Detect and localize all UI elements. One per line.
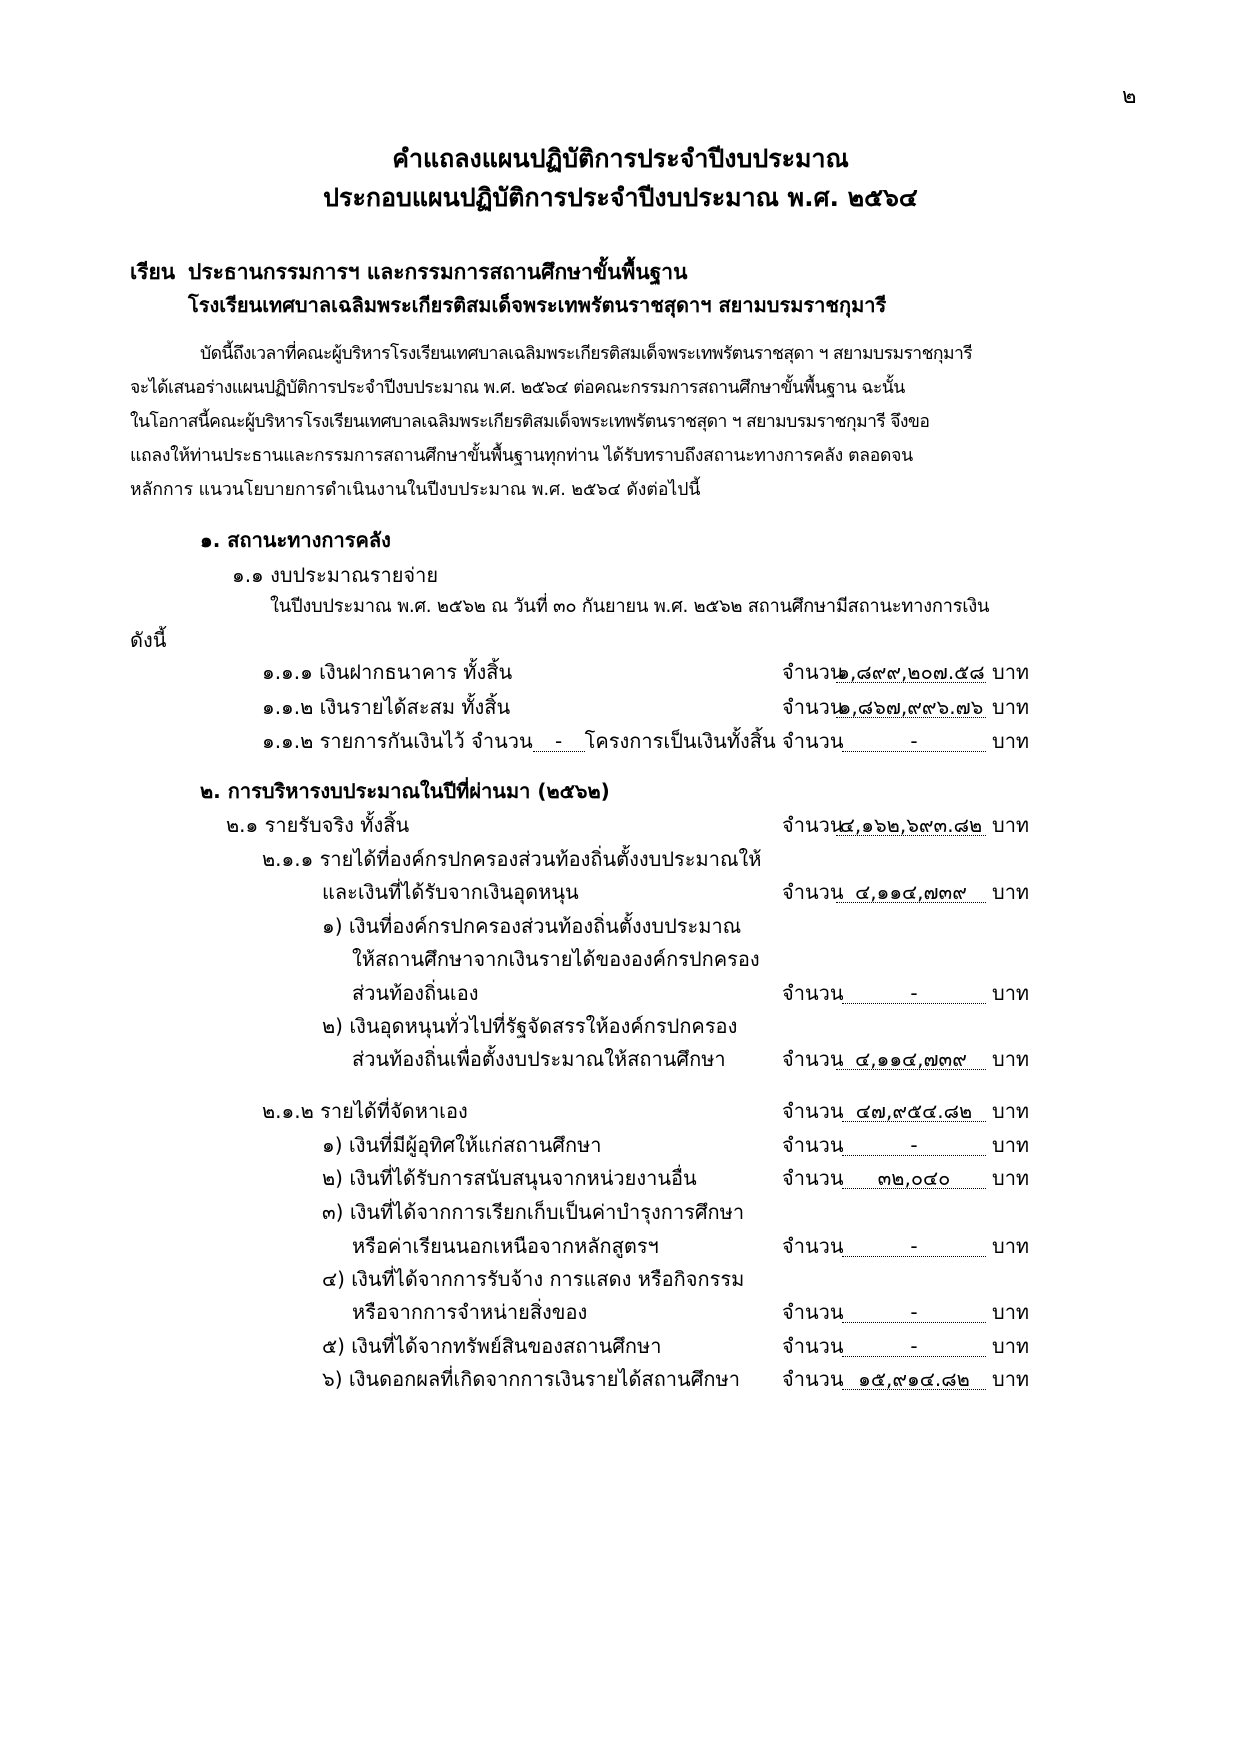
- item-label-reserved: [262, 731, 776, 752]
- amount-value: ๓๒,๐๔๐: [842, 1168, 986, 1189]
- item-label: ๔) เงินที่ได้จากการรับจ้าง การแสดง หรือกิจกรรม: [322, 1267, 745, 1291]
- amount-unit: บาท: [992, 1334, 1030, 1358]
- amount-unit: บาท: [992, 1234, 1030, 1258]
- amount-unit: บาท: [992, 660, 1030, 684]
- amount-value: ๔,๑๑๔,๗๓๙: [836, 1049, 986, 1070]
- amount-label: จำนวน: [782, 813, 844, 837]
- section1-heading: ๑. สถานะทางการคลัง: [200, 528, 391, 552]
- intro-line: บัดนี้ถึงเวลาที่คณะผู้บริหารโรงเรียนเทศบาลเฉลิมพระเกียรติสมเด็จพระเทพรัตนราชสุดา ฯ สยามบรมราชกุมารี: [200, 344, 973, 364]
- amount-value: ๔,๑๑๔,๗๓๙: [836, 882, 986, 903]
- section2-heading: ๒. การบริหารงบประมาณในปีที่ผ่านมา (๒๕๖๒): [200, 779, 610, 803]
- salutation-label: เรียน: [130, 260, 176, 284]
- amount-value: ๑,๘๙๙,๒๐๗.๕๘: [837, 660, 985, 684]
- item-label: ส่วนท้องถิ่นเอง: [352, 981, 479, 1005]
- amount-label: จำนวน: [782, 729, 844, 753]
- item-label: ๒) เงินอุดหนุนทั่วไปที่รัฐจัดสรรให้องค์กรปกครอง: [322, 1014, 738, 1038]
- amount-unit: บาท: [992, 1367, 1030, 1391]
- item-label: ๑) เงินที่องค์กรปกครองส่วนท้องถิ่นตั้งงบประมาณ: [322, 914, 742, 938]
- project-count: -: [533, 731, 585, 752]
- item-label-post: โครงการเป็นเงินทั้งสิ้น: [584, 729, 776, 753]
- amount-label: จำนวน: [782, 1166, 844, 1190]
- salutation-line2: โรงเรียนเทศบาลเฉลิมพระเกียรติสมเด็จพระเทพรัตนราชสุดาฯ สยามบรมราชกุมารี: [188, 293, 887, 317]
- item-label: ๑.๑.๒ เงินรายได้สะสม ทั้งสิ้น: [262, 695, 511, 719]
- amount-unit: บาท: [992, 695, 1030, 719]
- item-label: ส่วนท้องถิ่นเพื่อตั้งงบประมาณให้สถานศึกษา: [352, 1047, 726, 1071]
- amount-label: จำนวน: [782, 1234, 844, 1258]
- section1-text: ในปีงบประมาณ พ.ศ. ๒๕๖๒ ณ วันที่ ๓๐ กันยายน พ.ศ. ๒๕๖๒ สถานศึกษามีสถานะทางการเงิน: [270, 596, 990, 617]
- amount-unit: บาท: [992, 729, 1030, 753]
- amount-label: จำนวน: [782, 1367, 844, 1391]
- intro-line: แถลงให้ท่านประธานและกรรมการสถานศึกษาขั้นพื้นฐานทุกท่าน ได้รับทราบถึงสถานะทางการคลัง ตลอดจน: [130, 446, 913, 466]
- amount-unit: บาท: [992, 1166, 1030, 1190]
- item-label-pre: ๑.๑.๒ รายการกันเงินไว้ จำนวน: [262, 729, 533, 753]
- amount-value: ๑,๘๖๗,๙๙๖.๗๖: [836, 697, 986, 718]
- amount-unit: บาท: [992, 981, 1030, 1005]
- amount-unit: บาท: [992, 813, 1030, 837]
- item-label: ๑) เงินที่มีผู้อุทิศให้แก่สถานศึกษา: [322, 1133, 602, 1157]
- amount-unit: บาท: [992, 1099, 1030, 1123]
- amount-value: ๑๕,๙๑๔.๘๒: [842, 1369, 986, 1390]
- amount-unit: บาท: [992, 1047, 1030, 1071]
- item-label: ๒.๑.๑ รายได้ที่องค์กรปกครองส่วนท้องถิ่นตั้งงบประมาณให้: [262, 847, 762, 871]
- document-title-line1: คำแถลงแผนปฏิบัติการประจำปีงบประมาณ: [392, 144, 849, 173]
- item-label: ๖) เงินดอกผลที่เกิดจากการเงินรายได้สถานศึกษา: [322, 1367, 740, 1391]
- amount-value: -: [842, 1236, 986, 1257]
- item-label: หรือค่าเรียนนอกเหนือจากหลักสูตรฯ: [352, 1234, 659, 1258]
- item-label: ๕) เงินที่ได้จากทรัพย์สินของสถานศึกษา: [322, 1334, 662, 1358]
- amount-value: -: [842, 1336, 986, 1357]
- amount-value: ๔,๑๖๒,๖๙๓.๘๒: [836, 815, 986, 836]
- salutation-line1: ประธานกรรมการฯ และกรรมการสถานศึกษาขั้นพื้นฐาน: [188, 260, 688, 284]
- amount-label: จำนวน: [782, 1133, 844, 1157]
- amount-value: -: [842, 1135, 986, 1156]
- amount-value: -: [842, 1302, 986, 1323]
- item-label: และเงินที่ได้รับจากเงินอุดหนุน: [322, 880, 579, 904]
- amount-label: จำนวน: [782, 981, 844, 1005]
- item-label: ให้สถานศึกษาจากเงินรายได้ขององค์กรปกครอง: [352, 947, 760, 971]
- item-label: ๒.๑ รายรับจริง ทั้งสิ้น: [226, 813, 410, 837]
- amount-value: -: [842, 983, 986, 1004]
- amount-value: -: [842, 731, 986, 752]
- item-label: ๒.๑.๒ รายได้ที่จัดหาเอง: [262, 1099, 468, 1123]
- amount-label: จำนวน: [782, 1099, 844, 1123]
- amount-label: จำนวน: [782, 660, 844, 684]
- intro-line: จะได้เสนอร่างแผนปฏิบัติการประจำปีงบประมาณ พ.ศ. ๒๕๖๔ ต่อคณะกรรมการสถานศึกษาขั้นพื้นฐาน ฉะนั้น: [130, 378, 905, 398]
- section1-subheading: ๑.๑ งบประมาณรายจ่าย: [232, 563, 439, 587]
- amount-label: จำนวน: [782, 1300, 844, 1324]
- item-label: ๓) เงินที่ได้จากการเรียกเก็บเป็นค่าบำรุงการศึกษา: [322, 1200, 745, 1224]
- item-label: ๒) เงินที่ได้รับการสนับสนุนจากหน่วยงานอื่น: [322, 1166, 697, 1190]
- amount-label: จำนวน: [782, 880, 844, 904]
- page-number: ๒: [1122, 84, 1137, 109]
- intro-line: ในโอกาสนี้คณะผู้บริหารโรงเรียนเทศบาลเฉลิมพระเกียรติสมเด็จพระเทพรัตนราชสุดา ฯ สยามบรมราชกุมารี จึงขอ: [130, 412, 930, 432]
- amount-value: ๔๗,๙๕๔.๘๒: [842, 1101, 986, 1122]
- amount-unit: บาท: [992, 1133, 1030, 1157]
- amount-label: จำนวน: [782, 1334, 844, 1358]
- item-label: ๑.๑.๑ เงินฝากธนาคาร ทั้งสิ้น: [262, 660, 513, 684]
- amount-label: จำนวน: [782, 695, 844, 719]
- amount-label: จำนวน: [782, 1047, 844, 1071]
- intro-line: หลักการ แนวนโยบายการดำเนินงานในปีงบประมาณ พ.ศ. ๒๕๖๔ ดังต่อไปนี้: [130, 480, 701, 500]
- amount-unit: บาท: [992, 880, 1030, 904]
- document-title-line2: ประกอบแผนปฏิบัติการประจำปีงบประมาณ พ.ศ. ๒๕๖๔: [323, 183, 918, 212]
- item-label: หรือจากการจำหน่ายสิ่งของ: [352, 1300, 588, 1324]
- amount-unit: บาท: [992, 1300, 1030, 1324]
- section1-text: ดังนี้: [130, 628, 167, 652]
